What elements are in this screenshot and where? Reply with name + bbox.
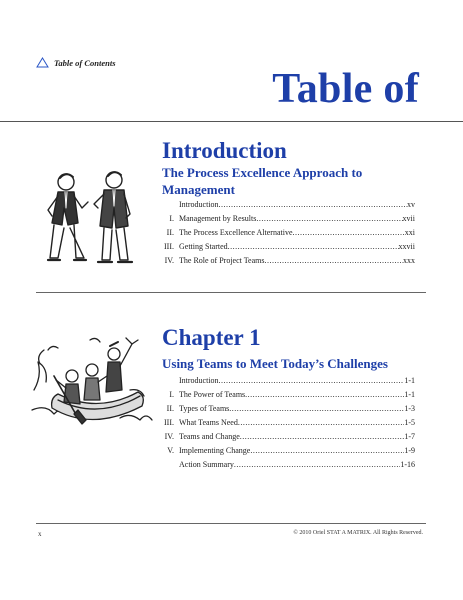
toc-entry-page: 1-16 [400, 460, 415, 469]
toc-entry-page: 1-1 [404, 376, 415, 385]
toc-entry[interactable] [155, 432, 415, 446]
section-title-introduction: Introduction [162, 138, 287, 163]
section-divider [36, 292, 426, 293]
toc-entry-label: Introduction [179, 376, 219, 385]
toc-entry-number: V. [167, 446, 174, 455]
page-title: Table of [272, 66, 419, 112]
footer-page-number: x [38, 530, 42, 538]
footer-copyright: © 2010 Oriel STAT A MATRIX. All Rights Reserved. [293, 530, 423, 536]
toc-entry-page: 1-3 [404, 404, 415, 413]
section-subtitle-introduction: The Process Excellence Approach to Management [162, 165, 363, 197]
toc-entry-number: I. [169, 390, 174, 399]
businessmen-illustration [36, 168, 148, 268]
toc-leader-dots [228, 242, 399, 251]
toc-entry[interactable] [155, 256, 415, 270]
toc-leader-dots [219, 376, 405, 385]
toc-entry-number: I. [169, 214, 174, 223]
triangle-icon [36, 57, 49, 68]
section-subtitle-chapter-1: Using Teams to Meet Today’s Challenges [162, 356, 388, 371]
toc-entry[interactable] [155, 446, 415, 460]
toc-entry-page: 1-1 [404, 390, 415, 399]
toc-leader-dots [234, 460, 400, 469]
toc-leader-dots [256, 214, 402, 223]
toc-entry-page: xxi [404, 228, 415, 237]
running-head-label: Table of Contents [54, 57, 116, 68]
toc-leader-dots [238, 418, 405, 427]
toc-entry[interactable] [155, 404, 415, 418]
toc-entry-label: The Role of Project Teams [179, 256, 265, 265]
toc-entry[interactable] [155, 214, 415, 228]
rafting-team-illustration [30, 330, 155, 435]
footer-divider [36, 523, 426, 524]
title-divider [0, 121, 463, 122]
toc-entry-label: Implementing Change [179, 446, 251, 455]
toc-entry[interactable] [155, 460, 415, 474]
toc-entry-number: III. [164, 418, 174, 427]
toc-entry[interactable] [155, 200, 415, 214]
toc-entry-page: 1-5 [404, 418, 415, 427]
toc-entry-label: Getting Started [179, 242, 228, 251]
toc-entry-label: Introduction [179, 200, 219, 209]
toc-entry[interactable] [155, 390, 415, 404]
toc-entry-page: xvii [402, 214, 415, 223]
toc-leader-dots [293, 228, 405, 237]
toc-entry-number: IV. [164, 256, 174, 265]
toc-entry-page: xxx [403, 256, 415, 265]
toc-leader-dots [265, 256, 404, 265]
toc-leader-dots [250, 446, 404, 455]
toc-entry-number: IV. [164, 432, 174, 441]
toc-leader-dots [229, 404, 404, 413]
toc-leader-dots [240, 432, 405, 441]
toc-entry-page: 1-9 [404, 446, 415, 455]
toc-entry-label: The Process Excellence Alternative [179, 228, 293, 237]
toc-leader-dots [245, 390, 404, 399]
toc-entry-label: Types of Teams [179, 404, 230, 413]
toc-entry-label: Management by Results [179, 214, 257, 223]
toc-list-chapter-1 [155, 376, 415, 474]
toc-entry[interactable] [155, 242, 415, 256]
toc-entry[interactable] [155, 228, 415, 242]
toc-leader-dots [219, 200, 407, 209]
toc-entry[interactable] [155, 418, 415, 432]
toc-entry-number: II. [166, 228, 174, 237]
toc-entry-label: Teams and Change [179, 432, 240, 441]
toc-entry-label: Action Summary [179, 460, 234, 469]
toc-entry[interactable] [155, 376, 415, 390]
toc-entry-page: xv [407, 200, 415, 209]
toc-entry-number: II. [166, 404, 174, 413]
toc-entry-page: 1-7 [404, 432, 415, 441]
section-title-chapter-1: Chapter 1 [162, 325, 261, 350]
toc-entry-label: The Power of Teams [179, 390, 246, 399]
toc-entry-number: III. [164, 242, 174, 251]
toc-entry-label: What Teams Need [179, 418, 238, 427]
toc-list-introduction [155, 200, 415, 270]
running-head [36, 57, 116, 68]
toc-entry-page: xxvii [398, 242, 415, 251]
